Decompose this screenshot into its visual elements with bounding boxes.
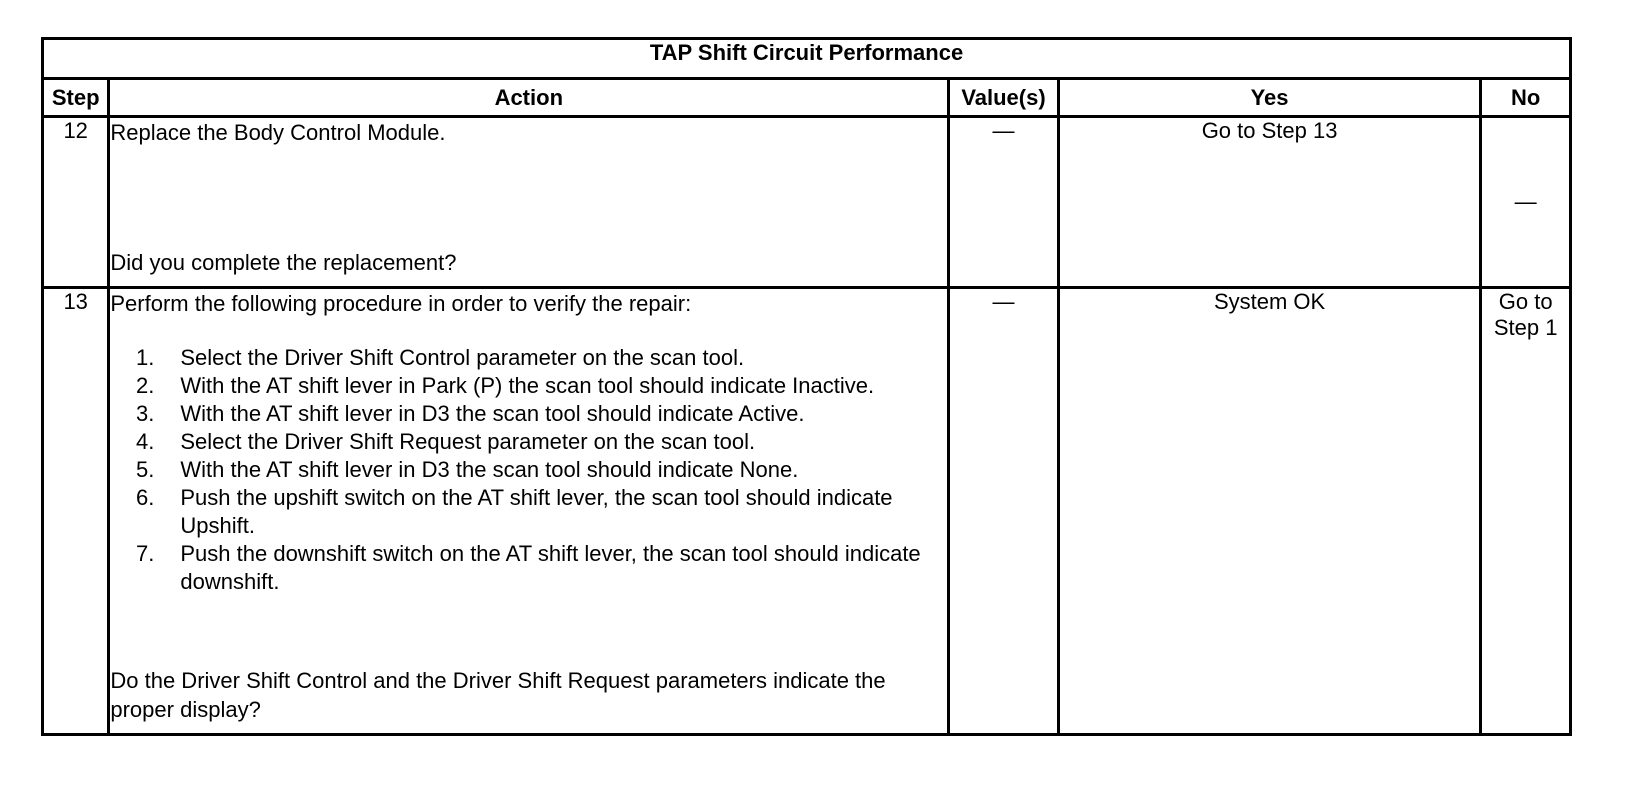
table-row [43,288,1571,735]
list-item: 4. Select the Driver Shift Request parameter on the scan tool. [136,429,756,454]
list-item: 6. Push the upshift switch on the AT shift lever, the scan tool should indicate Upshift. [136,485,893,538]
header-row [43,79,1571,117]
list-item: 2. With the AT shift lever in Park (P) the scan tool should indicate Inactive. [136,373,875,398]
action-question: Do the Driver Shift Control and the Driver Shift Request parameters indicate the proper display? [110,668,886,722]
action-intro: Replace the Body Control Module. [110,120,446,145]
header-values: Value(s) [949,79,1059,117]
header-no: No [1481,79,1571,117]
no-cell: Go to Step 1 [1481,288,1571,735]
table-row [43,117,1571,288]
list-item: 7. Push the downshift switch on the AT shift lever, the scan tool should indicate downshift. [136,541,921,594]
list-item: 5. With the AT shift lever in D3 the scan tool should indicate None. [136,457,799,482]
step-number: 13 [43,288,109,735]
values-cell: — [949,117,1059,288]
action-cell [109,117,949,288]
header-step: Step [43,79,109,117]
no-cell: — [1481,117,1571,288]
step-number: 12 [43,117,109,288]
list-item: 3. With the AT shift lever in D3 the scan tool should indicate Active. [136,401,805,426]
action-cell [109,288,949,735]
list-item: 1. Select the Driver Shift Control parameter on the scan tool. [136,345,745,370]
table-title: TAP Shift Circuit Performance [43,39,1571,79]
procedure-list [110,344,947,596]
values-cell: — [949,288,1059,735]
action-question: Did you complete the replacement? [110,250,457,275]
action-intro: Perform the following procedure in order to verify the repair: [110,291,692,316]
header-action: Action [109,79,949,117]
header-yes: Yes [1058,79,1481,117]
yes-cell: Go to Step 13 [1058,117,1481,288]
yes-cell: System OK [1058,288,1481,735]
diagnostic-table [41,37,1572,736]
